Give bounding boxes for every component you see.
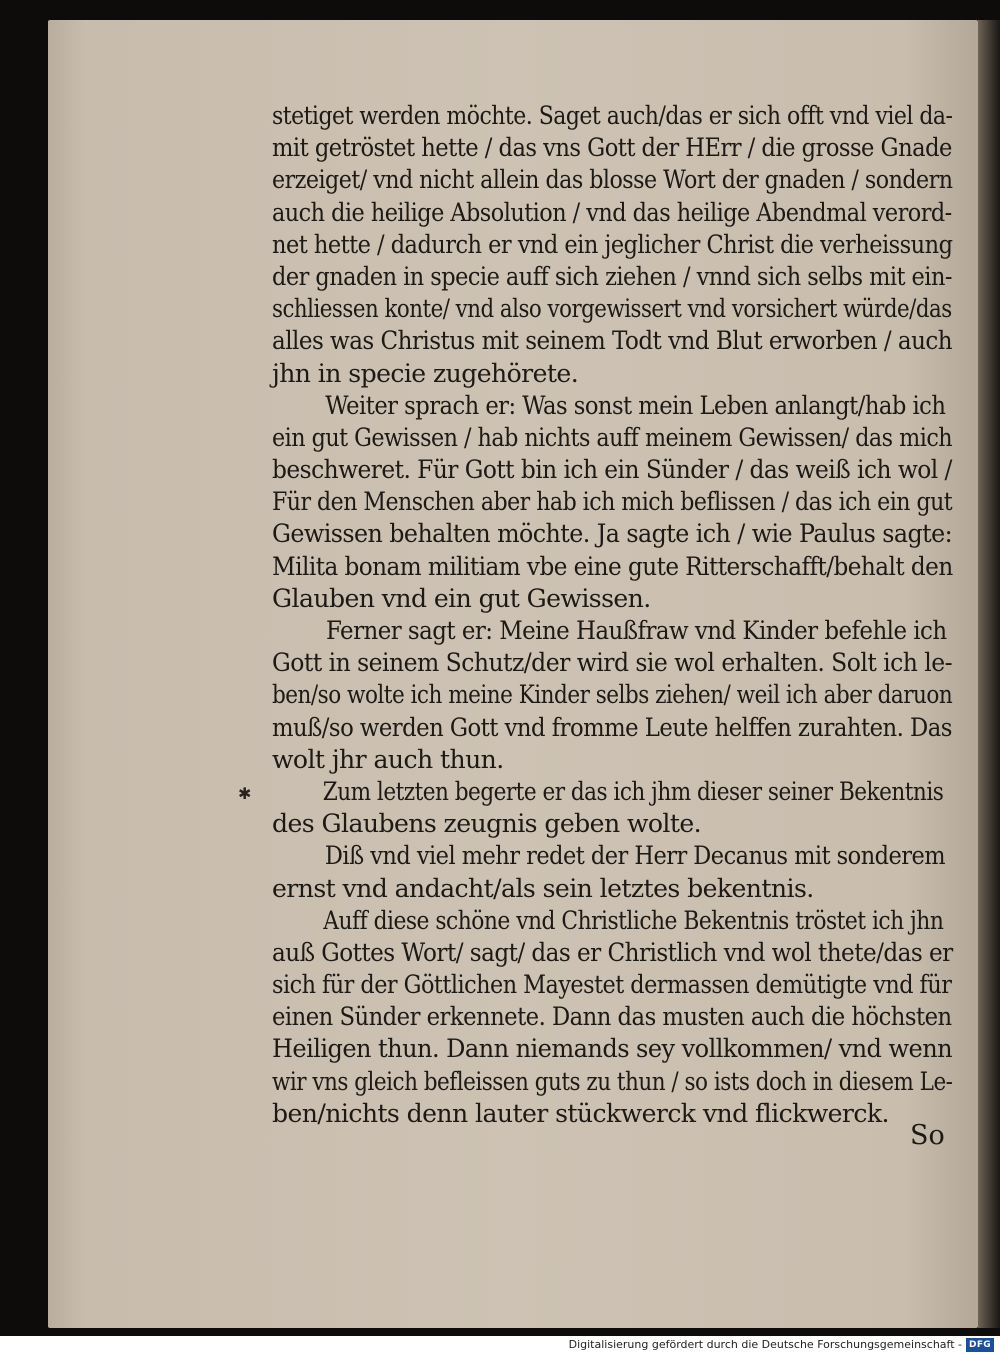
text-line: Zum letzten begerte er das ich jhm dieser seiner Bekentnis [322, 776, 944, 807]
text-line: auß Gottes Wort/ sagt/ das er Christlich vnd wol thete/das er [272, 937, 953, 968]
text-line: Auff diese schöne vnd Christliche Bekentnis tröstet ich jhn [323, 905, 944, 936]
text-line: erzeiget/ vnd nicht allein das blosse Wort der gnaden / sondern [272, 165, 953, 196]
text-line: Milita bonam militiam vbe eine gute Ritterschafft/behalt den [272, 551, 953, 582]
text-line: mit getröstet hette / das vns Gott der HErr / die grosse Gnade [272, 133, 952, 164]
page-body-text [272, 100, 962, 1130]
text-line: einen Sünder erkennete. Dann das musten auch die höchsten [272, 1002, 952, 1033]
margin-mark: ✱ [238, 784, 252, 803]
funding-credit: Digitalisierung gefördert durch die Deutsche Forschungsgemeinschaft - [568, 1338, 962, 1351]
footer-bar [0, 1336, 1000, 1355]
text-line: ben/nichts denn lauter stückwerck vnd flickwerck. [272, 1098, 889, 1129]
text-line: ben/so wolte ich meine Kinder selbs ziehen/ weil ich aber daruon [272, 680, 953, 711]
text-line: ernst vnd andacht/als sein letztes bekentnis. [272, 873, 814, 904]
text-line: ein gut Gewissen / hab nichts auff meinem Gewissen/ das mich [272, 422, 953, 453]
text-line: sich für der Göttlichen Mayestet dermassen demütigte vnd für [272, 970, 952, 1001]
text-line: net hette / dadurch er vnd ein jeglicher Christ die verheissung [272, 229, 953, 260]
text-line: stetiget werden möchte. Saget auch/das er sich offt vnd viel da- [272, 101, 953, 131]
text-line: Heiligen thun. Dann niemands sey vollkommen/ vnd wenn [272, 1034, 953, 1065]
text-line: der gnaden in specie auff sich ziehen / vnnd sich selbs mit ein- [272, 261, 952, 292]
text-line: Gott in seinem Schutz/der wird sie wol erhalten. Solt ich le- [272, 648, 953, 679]
text-line: des Glaubens zeugnis geben wolte. [272, 809, 702, 840]
text-line: auch die heilige Absolution / vnd das heilige Abendmal verord- [272, 197, 952, 228]
text-line: beschweret. Für Gott bin ich ein Sünder / das weiß ich wol / [272, 455, 952, 486]
text-line: Diß vnd viel mehr redet der Herr Decanus mit sonderem [324, 841, 946, 872]
text-line: Weiter sprach er: Was sonst mein Leben anlangt/hab ich [325, 390, 946, 421]
catchword: So [910, 1120, 945, 1151]
text-line: schliessen konte/ vnd also vorgewissert vnd vorsichert würde/das [272, 294, 952, 325]
text-line: Für den Menschen aber hab ich mich beflissen / das ich ein gut [272, 487, 953, 518]
page-edge-shadow [978, 20, 1000, 1328]
text-line: wolt jhr auch thun. [272, 744, 504, 775]
text-line: Ferner sagt er: Meine Haußfraw vnd Kinder befehle ich [325, 616, 947, 646]
text-line: jhn in specie zugehörete. [272, 358, 579, 389]
text-line: Glauben vnd ein gut Gewissen. [272, 583, 651, 614]
text-line: muß/so werden Gott vnd fromme Leute helffen zurahten. Das [272, 712, 952, 743]
text-line: alles was Christus mit seinem Todt vnd Blut erworben / auch [272, 326, 953, 357]
text-line: Gewissen behalten möchte. Ja sagte ich / wie Paulus sagte: [272, 519, 953, 550]
dfg-logo: DFG [966, 1338, 994, 1352]
text-line: wir vns gleich befleissen guts zu thun / so ists doch in diesem Le- [272, 1066, 953, 1097]
